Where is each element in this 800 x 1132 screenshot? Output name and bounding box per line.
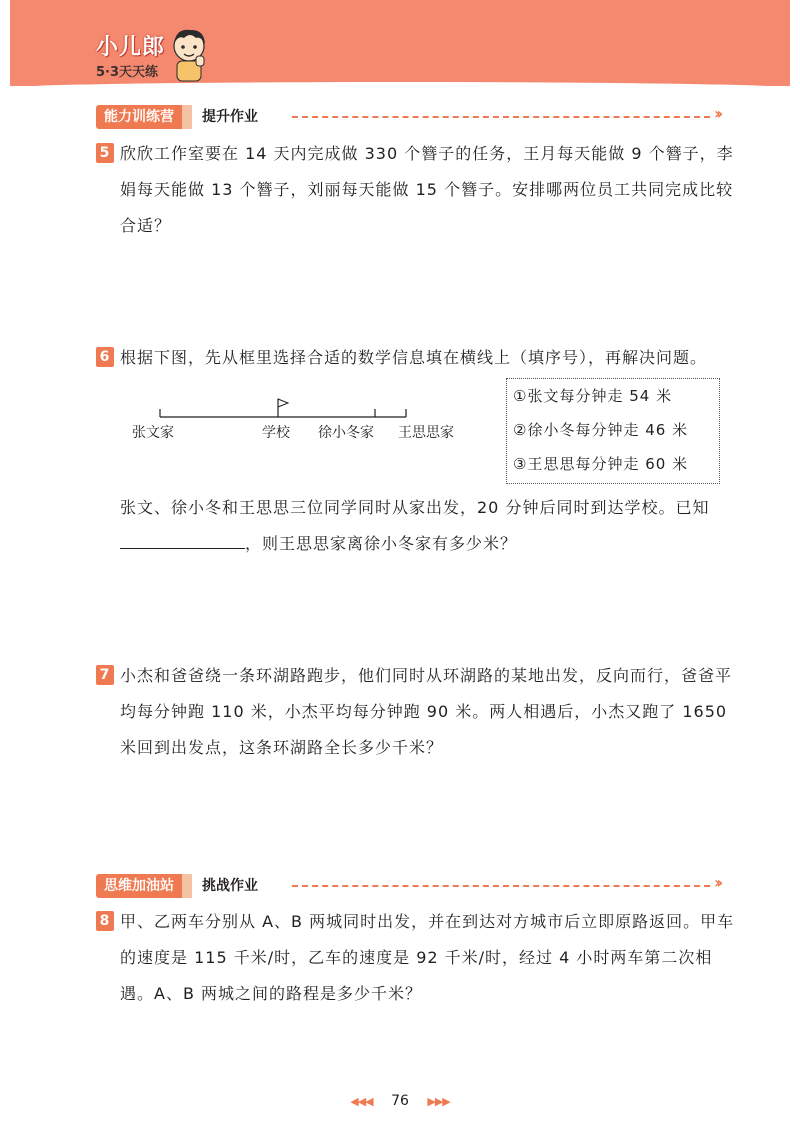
question-number: 7 [96,665,114,685]
question-7 [96,658,746,766]
section-divider [292,885,710,887]
label-wangsisi-home: 王思思家 [398,425,454,441]
option-1: ①张文每分钟走 54 米 [513,387,673,405]
brand-subtitle: 5·3天天练 [96,65,159,80]
question-text-part2: ，则王思思家离徐小冬家有多少米？ [245,534,518,553]
question-8 [96,904,746,1012]
question-text-part1: 张文、徐小冬和王思思三位同学同时从家出发，20 分钟后同时到达学校。已知 [120,498,710,517]
label-xuxiaodong-home: 徐小冬家 [318,425,374,441]
question-intro: 根据下图，先从框里选择合适的数学信息填在横线上（填序号），再解决问题。 [120,348,708,367]
section-tag: 思维加油站 [96,874,182,898]
section-subtitle: 提升作业 [182,105,266,129]
brand-logo [96,30,165,80]
section-header-1 [96,105,266,129]
right-arrows-icon: ▶▶▶ [427,1095,450,1108]
section-header-2 [96,874,266,898]
question-text: 甲、乙两车分别从 A、B 两城同时出发，并在到达对方城市后立即原路返回。甲车的速度是 115 千米/时，乙车的速度是 92 千米/时，经过 4 小时两车第二次相遇。A、B 两城之间的路程是多少千米？ [120,912,735,1003]
route-diagram [130,395,490,445]
question-text: 小杰和爸爸绕一条环湖路跑步，他们同时从环湖路的某地出发，反向而行，爸爸平均每分钟跑 110 米，小杰平均每分钟跑 90 米。两人相遇后，小杰又跑了 1650 米回到出发点，这条环湖路全长多少千米？ [120,666,733,757]
info-options-box [506,378,720,484]
page-footer [0,1093,800,1109]
double-chevron-icon: ›› [714,104,720,123]
question-number: 6 [96,347,114,367]
question-6-body [96,490,746,562]
question-text: 欣欣工作室要在 14 天内完成做 330 个簪子的任务，王月每天能做 9 个簪子，李娟每天能做 13 个簪子，刘丽每天能做 15 个簪子。安排哪两位员工共同完成比较合适？ [120,144,734,235]
question-6 [96,340,746,376]
page-number: 76 [391,1093,409,1109]
left-arrows-icon: ◀◀◀ [350,1095,373,1108]
question-5 [96,136,746,244]
label-school: 学校 [262,425,290,441]
label-zhangwen-home: 张文家 [132,425,174,441]
mascot-boy-icon [168,26,210,82]
option-3: ③王思思每分钟走 60 米 [513,455,689,473]
question-number: 8 [96,911,114,931]
section-subtitle: 挑战作业 [182,874,266,898]
brand-title: 小儿郎 [96,35,166,60]
option-2: ②徐小冬每分钟走 46 米 [513,421,689,439]
double-chevron-icon: ›› [714,873,720,892]
answer-blank[interactable] [120,526,245,549]
section-divider [292,116,710,118]
section-tag: 能力训练营 [96,105,182,129]
question-number: 5 [96,143,114,163]
